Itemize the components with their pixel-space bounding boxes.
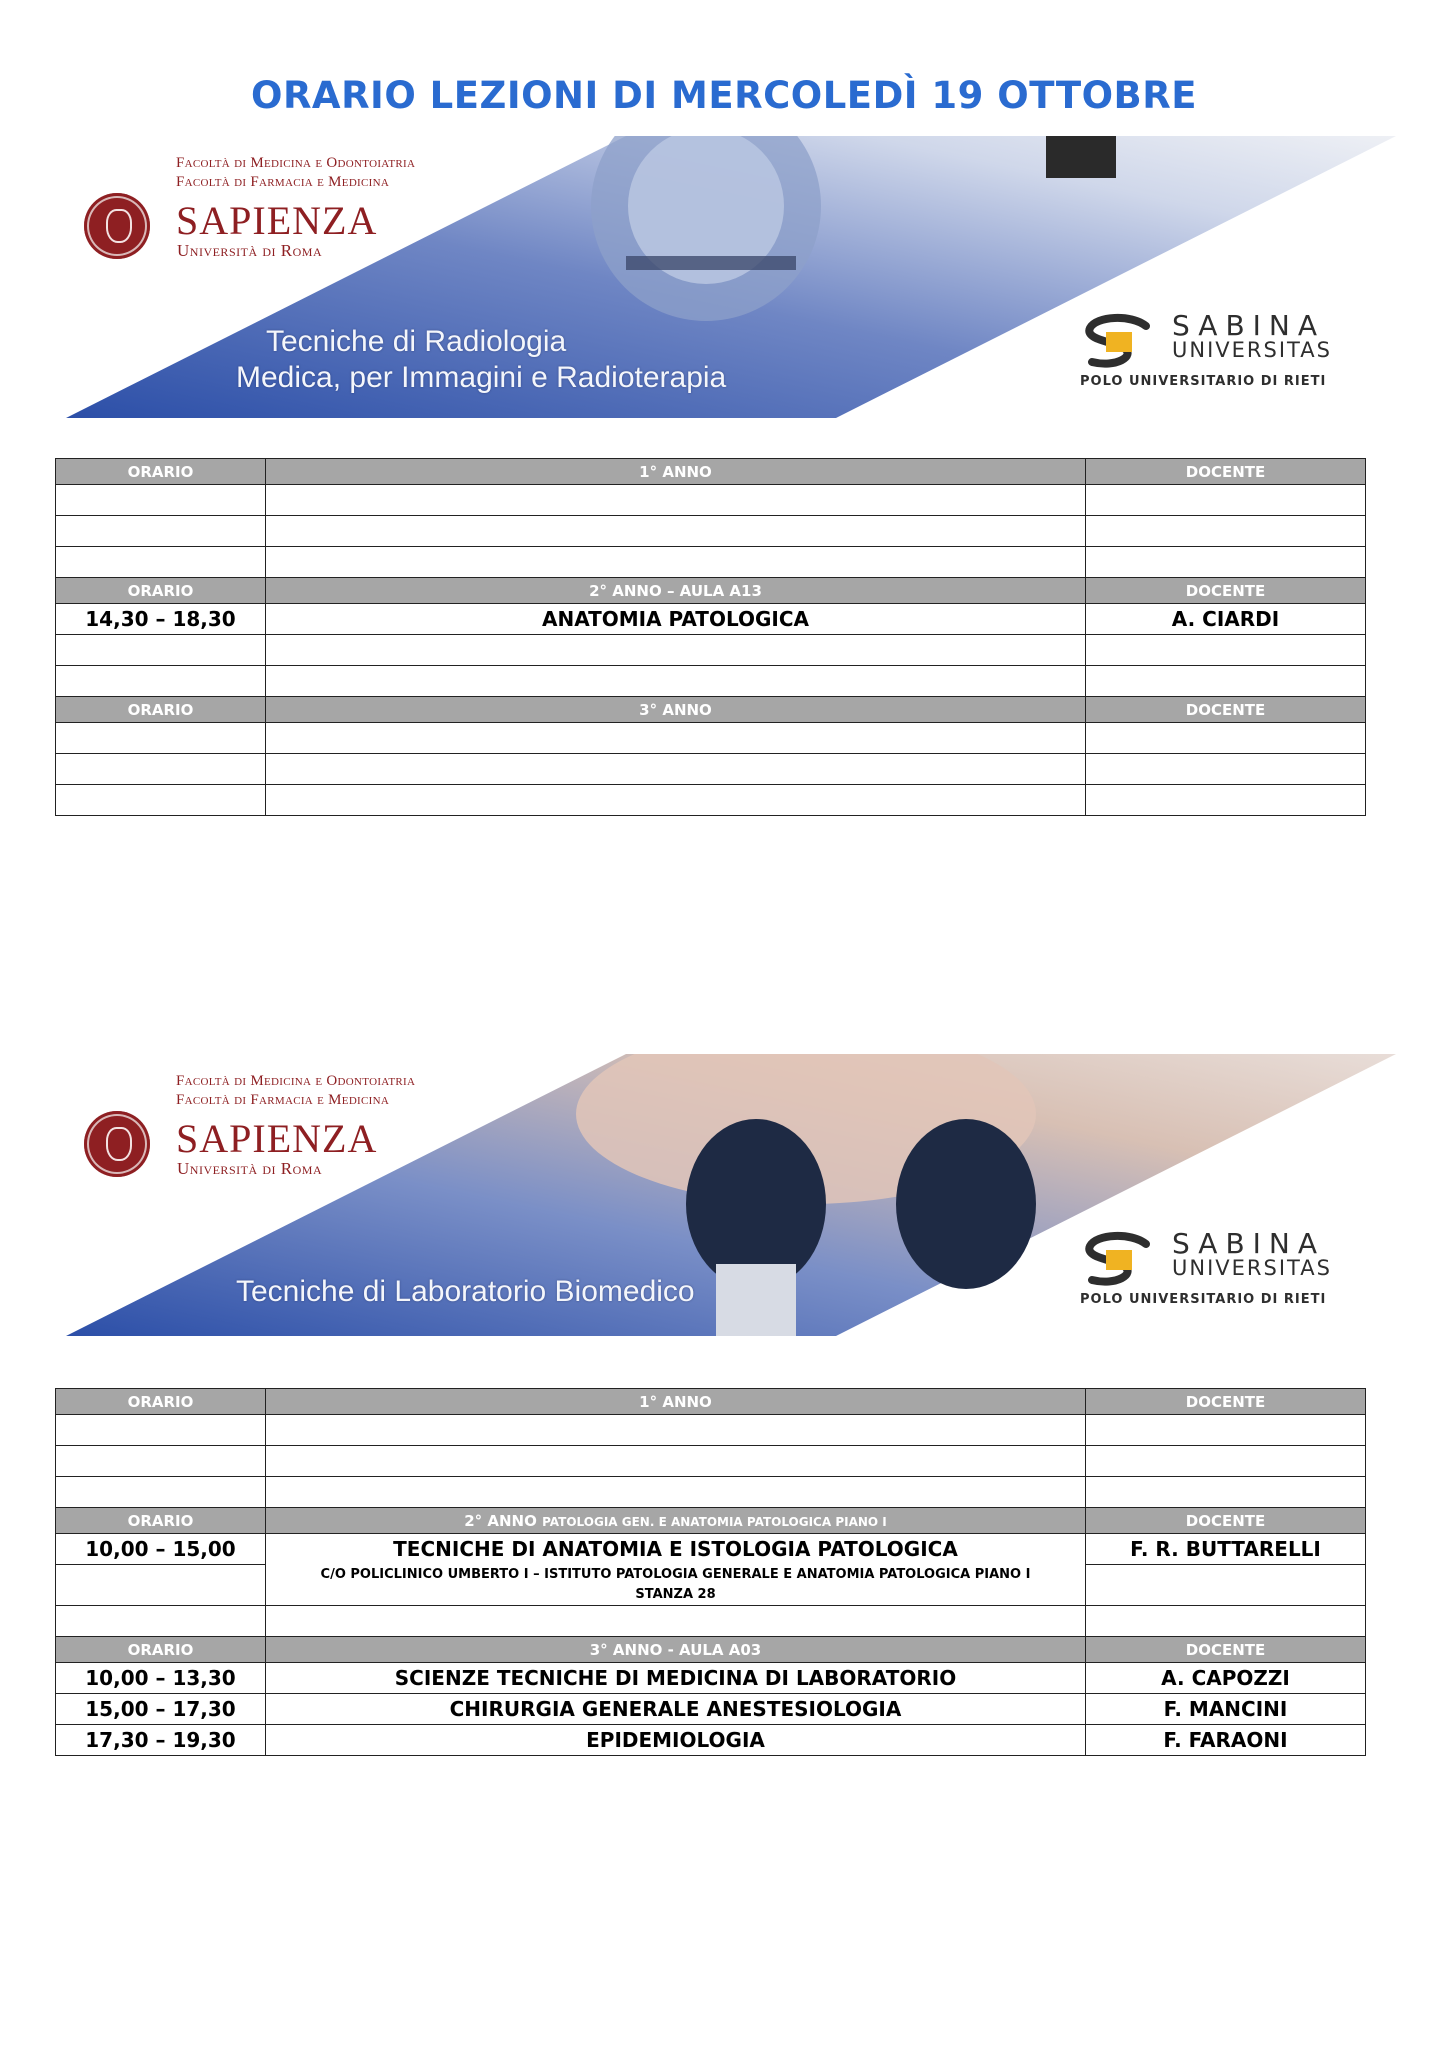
table-row [56, 635, 1366, 666]
cell-orario [56, 1565, 266, 1606]
table-row [56, 1663, 1366, 1694]
cell-docente [1086, 1565, 1366, 1606]
cell-orario: 10,00 – 13,30 [56, 1663, 266, 1694]
cell-docente [1086, 754, 1366, 785]
cell-orario [56, 666, 266, 697]
university-subtitle: Università di Roma [177, 1159, 323, 1178]
header-orario: ORARIO [56, 459, 266, 485]
cell-orario [56, 516, 266, 547]
cell-corso [266, 666, 1086, 697]
table-header-row [56, 697, 1366, 723]
cell-corso [266, 635, 1086, 666]
cell-corso [266, 785, 1086, 816]
header-anno-label: 2° ANNO [464, 1511, 537, 1530]
sabina-logo-icon [1076, 1230, 1168, 1290]
cell-docente [1086, 635, 1366, 666]
partner-name-2: UNIVERSITAS [1172, 338, 1332, 362]
faculty-line-2: Facoltà di Farmacia e Medicina [176, 1092, 390, 1108]
cell-orario [56, 754, 266, 785]
cell-corso [266, 485, 1086, 516]
table-row [56, 1477, 1366, 1508]
cell-orario: 17,30 – 19,30 [56, 1725, 266, 1756]
cell-orario: 10,00 – 15,00 [56, 1534, 266, 1565]
header-anno [266, 1508, 1086, 1534]
header-anno-location: PATOLOGIA GEN. E ANATOMIA PATOLOGICA PIANO I [542, 1514, 887, 1529]
cell-docente [1086, 1415, 1366, 1446]
faculty-line-2: Facoltà di Farmacia e Medicina [176, 174, 390, 190]
header-anno: 2° ANNO – AULA A13 [266, 578, 1086, 604]
cell-docente: A. CAPOZZI [1086, 1663, 1366, 1694]
partner-name: SABINA [1172, 309, 1326, 342]
table-header-row [56, 459, 1366, 485]
header-docente: DOCENTE [1086, 697, 1366, 723]
table-row [56, 1565, 1366, 1606]
sapienza-seal-icon [84, 1111, 150, 1177]
faculty-names [176, 154, 415, 192]
header-orario: ORARIO [56, 1637, 266, 1663]
cell-corso [266, 1477, 1086, 1508]
cell-docente [1086, 723, 1366, 754]
course-line-2: Medica, per Immagini e Radioterapia [236, 361, 727, 394]
cell-orario [56, 547, 266, 578]
cell-docente: F. MANCINI [1086, 1694, 1366, 1725]
table-row [56, 1534, 1366, 1565]
header-anno: 1° ANNO [266, 459, 1086, 485]
partner-logo [1076, 309, 1376, 392]
cell-orario: 15,00 – 17,30 [56, 1694, 266, 1725]
university-subtitle: Università di Roma [177, 241, 323, 260]
banner-radiologia [66, 136, 1396, 418]
sabina-logo-icon [1076, 312, 1168, 372]
cell-docente [1086, 1606, 1366, 1637]
cell-orario [56, 1415, 266, 1446]
header-docente: DOCENTE [1086, 578, 1366, 604]
faculty-names [176, 1072, 415, 1110]
partner-name-2: UNIVERSITAS [1172, 1256, 1332, 1280]
cell-orario [56, 1477, 266, 1508]
cell-orario: 14,30 – 18,30 [56, 604, 266, 635]
cell-orario [56, 1446, 266, 1477]
cell-docente [1086, 666, 1366, 697]
table-row [56, 485, 1366, 516]
cell-docente [1086, 1446, 1366, 1477]
cell-docente: F. FARAONI [1086, 1725, 1366, 1756]
page-title: ORARIO LEZIONI DI MERCOLEDÌ 19 OTTOBRE [250, 74, 1198, 117]
table-row [56, 723, 1366, 754]
header-orario: ORARIO [56, 578, 266, 604]
header-orario: ORARIO [56, 1389, 266, 1415]
partner-tagline: POLO UNIVERSITARIO DI RIETI [1080, 1292, 1327, 1307]
cell-corso: ANATOMIA PATOLOGICA [266, 604, 1086, 635]
cell-orario [56, 485, 266, 516]
cell-docente [1086, 485, 1366, 516]
cell-corso: SCIENZE TECNICHE DI MEDICINA DI LABORATORIO [266, 1663, 1086, 1694]
faculty-line-1: Facoltà di Medicina e Odontoiatria [176, 1073, 416, 1089]
cell-corso [266, 754, 1086, 785]
table-row [56, 1725, 1366, 1756]
header-anno: 1° ANNO [266, 1389, 1086, 1415]
cell-corso [266, 1446, 1086, 1477]
table-row [56, 666, 1366, 697]
table-row [56, 547, 1366, 578]
faculty-line-1: Facoltà di Medicina e Odontoiatria [176, 155, 416, 171]
cell-corso [266, 1606, 1086, 1637]
cell-orario [56, 635, 266, 666]
cell-corso [266, 723, 1086, 754]
banner-laboratorio [66, 1054, 1396, 1336]
header-orario: ORARIO [56, 697, 266, 723]
cell-orario [56, 1606, 266, 1637]
schedule-table-laboratorio [55, 1388, 1366, 1756]
cell-docente [1086, 547, 1366, 578]
cell-docente [1086, 1477, 1366, 1508]
cell-corso [266, 1415, 1086, 1446]
header-docente: DOCENTE [1086, 1637, 1366, 1663]
table-header-row [56, 1508, 1366, 1534]
cell-orario [56, 785, 266, 816]
cell-docente: F. R. BUTTARELLI [1086, 1534, 1366, 1565]
table-header-row [56, 578, 1366, 604]
course-title-radiologia [236, 324, 726, 396]
table-row [56, 754, 1366, 785]
sapienza-seal-icon [84, 193, 150, 259]
university-name: SAPIENZA [176, 1116, 378, 1161]
header-docente: DOCENTE [1086, 459, 1366, 485]
table-row [56, 1694, 1366, 1725]
table-row [56, 1446, 1366, 1477]
cell-docente [1086, 785, 1366, 816]
course-line-1: Tecniche di Radiologia [266, 325, 567, 358]
cell-corso [266, 516, 1086, 547]
table-row [56, 1415, 1366, 1446]
cell-corso: TECNICHE DI ANATOMIA E ISTOLOGIA PATOLOGICA [266, 1534, 1086, 1565]
table-row [56, 516, 1366, 547]
table-header-row [56, 1389, 1366, 1415]
table-row [56, 785, 1366, 816]
header-anno: 3° ANNO [266, 697, 1086, 723]
cell-corso [266, 547, 1086, 578]
header-docente: DOCENTE [1086, 1508, 1366, 1534]
table-header-row [56, 1637, 1366, 1663]
university-name: SAPIENZA [176, 198, 378, 243]
header-orario: ORARIO [56, 1508, 266, 1534]
course-title-laboratorio [236, 1274, 695, 1310]
partner-logo [1076, 1227, 1376, 1310]
course-line-1: Tecniche di Laboratorio Biomedico [236, 1275, 695, 1308]
cell-docente [1086, 516, 1366, 547]
table-row [56, 604, 1366, 635]
cell-location-note: C/O POLICLINICO UMBERTO I – ISTITUTO PATOLOGIA GENERALE E ANATOMIA PATOLOGICA PIANO I STANZA 28 [266, 1565, 1086, 1606]
header-docente: DOCENTE [1086, 1389, 1366, 1415]
partner-name: SABINA [1172, 1227, 1326, 1260]
table-row [56, 1606, 1366, 1637]
partner-tagline: POLO UNIVERSITARIO DI RIETI [1080, 374, 1327, 389]
header-anno: 3° ANNO - AULA A03 [266, 1637, 1086, 1663]
cell-docente: A. CIARDI [1086, 604, 1366, 635]
schedule-table-radiologia [55, 458, 1366, 816]
cell-corso: CHIRURGIA GENERALE ANESTESIOLOGIA [266, 1694, 1086, 1725]
cell-corso: EPIDEMIOLOGIA [266, 1725, 1086, 1756]
cell-orario [56, 723, 266, 754]
